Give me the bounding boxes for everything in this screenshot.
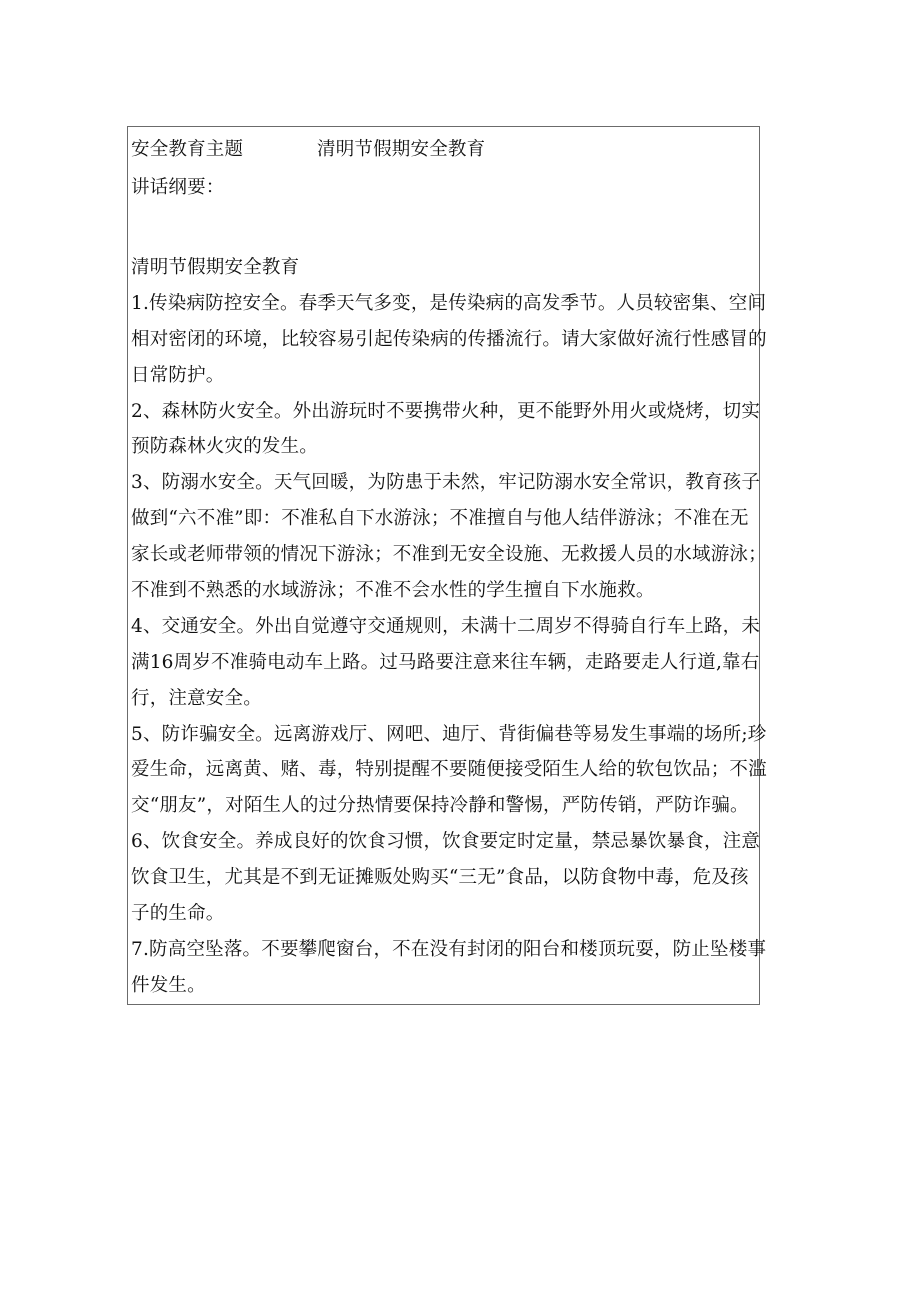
safety-item-6 <box>131 824 761 932</box>
body-heading: 清明节假期安全教育 <box>131 257 300 278</box>
safety-item-3 <box>131 465 767 609</box>
speech-outline-body <box>131 250 767 1004</box>
topic-value: 清明节假期安全教育 <box>317 139 486 160</box>
paragraph-line: 行，注意安全。 <box>131 687 262 709</box>
paragraph-line: 1.传染病防控安全。春季天气多变，是传染病的高发季节。人员较密集、空间 <box>131 292 767 314</box>
paragraph-line: 子的生命。 <box>131 903 225 925</box>
paragraph-line: 4、交通安全。外出自觉遵守交通规则，未满十二周岁不得骑自行车上路，未 <box>131 615 761 637</box>
paragraph-line: 7.防高空坠落。不要攀爬窗台，不在没有封闭的阳台和楼顶玩耍，防止坠楼事 <box>131 938 767 960</box>
paragraph-line: 做到“六不准”即：不准私自下水游泳；不准擅自与他人结伴游泳；不准在无 <box>131 508 749 530</box>
paragraph-line: 饮食卫生，尤其是不到无证摊贩处购买“三无”食品，以防食物中毒，危及孩 <box>131 867 749 889</box>
outline-label: 讲话纲要： <box>131 177 225 198</box>
paragraph-line: 家长或老师带领的情况下游泳；不准到无安全设施、无救援人员的水域游泳； <box>131 544 767 566</box>
paragraph-line: 件发生。 <box>131 974 206 996</box>
safety-item-1 <box>131 286 767 394</box>
paragraph-line: 5、防诈骗安全。远离游戏厅、网吧、迪厅、背街偏巷等易发生事端的场所;珍 <box>131 723 767 745</box>
paragraph-line: 满16周岁不准骑电动车上路。过马路要注意来往车辆，走路要走人行道,靠右 <box>131 651 760 673</box>
safety-item-5 <box>131 717 767 825</box>
paragraph-line: 交“朋友”，对陌生人的过分热情要保持冷静和警惕，严防传销，严防诈骗。 <box>131 795 749 817</box>
paragraph-line: 日常防护。 <box>131 364 225 386</box>
paragraph-line: 2、森林防火安全。外出游玩时不要携带火种，更不能野外用火或烧烤，切实 <box>131 400 761 422</box>
topic-label: 安全教育主题 <box>131 139 244 160</box>
safety-item-7 <box>131 932 767 1004</box>
safety-item-2 <box>131 394 761 466</box>
paragraph-line: 6、饮食安全。养成良好的饮食习惯，饮食要定时定量，禁忌暴饮暴食，注意 <box>131 831 761 853</box>
paragraph-line: 预防森林火灾的发生。 <box>131 436 319 458</box>
paragraph-line: 爱生命，远离黄、赌、毒，特别提醒不要随便接受陌生人给的软包饮品；不滥 <box>131 759 767 781</box>
paragraph-line: 不准到不熟悉的水域游泳；不准不会水性的学生擅自下水施救。 <box>131 580 655 602</box>
safety-item-4 <box>131 609 761 717</box>
paragraph-line: 3、防溺水安全。天气回暖，为防患于未然，牢记防溺水安全常识，教育孩子 <box>131 472 761 494</box>
paragraph-line: 相对密闭的环境，比较容易引起传染病的传播流行。请大家做好流行性感冒的 <box>131 328 767 350</box>
